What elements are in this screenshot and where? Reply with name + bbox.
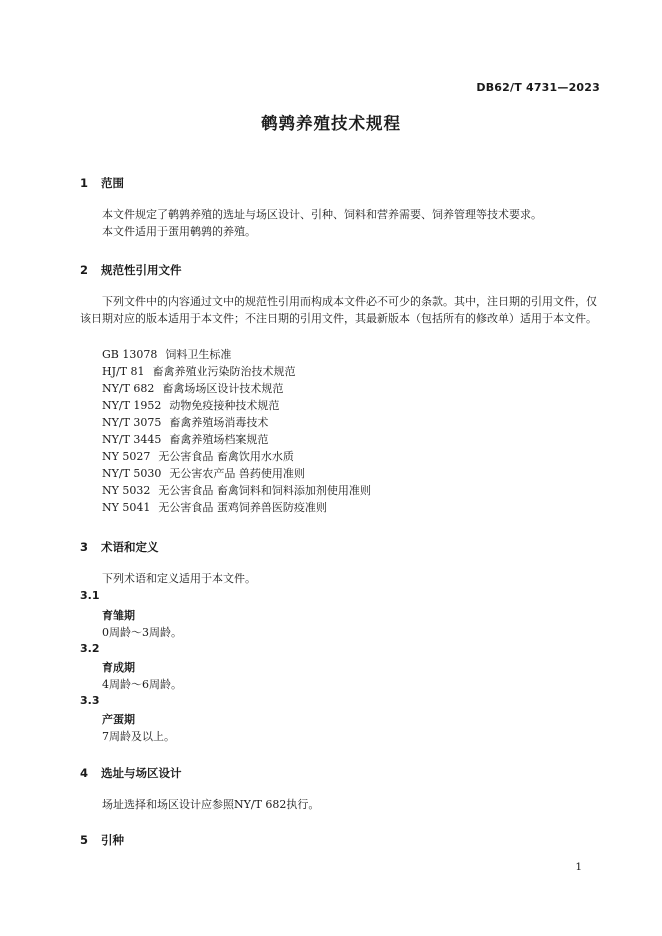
- document-title: 鹌鹑养殖技术规程: [261, 114, 401, 133]
- section-2-heading: [80, 262, 182, 278]
- reference-item: [102, 380, 283, 396]
- term-name: 产蛋期: [102, 713, 135, 726]
- reference-item: [102, 414, 268, 430]
- section-1-heading: [80, 175, 124, 191]
- term-definition: 7周龄及以上。: [102, 730, 175, 743]
- term-number: 3.2: [80, 642, 100, 655]
- term-definition: 0周龄～3周龄。: [102, 626, 182, 639]
- reference-name: 无公害食品 畜禽饮用水水质: [158, 450, 294, 463]
- reference-code: NY/T 1952: [102, 399, 162, 412]
- reference-code: NY 5041: [102, 501, 151, 514]
- section-number: 2: [80, 263, 89, 277]
- section-number: 5: [80, 833, 89, 847]
- section-4-paragraph: 场址选择和场区设计应参照NY/T 682执行。: [102, 798, 320, 811]
- reference-code: NY/T 3445: [102, 433, 162, 446]
- section-1-paragraph-2: 本文件适用于蛋用鹌鹑的养殖。: [102, 225, 256, 238]
- section-1-paragraph-1: 本文件规定了鹌鹑养殖的选址与场区设计、引种、饲料和营养需要、饲养管理等技术要求。: [102, 208, 542, 221]
- reference-code: GB 13078: [102, 348, 158, 361]
- reference-name: 无公害食品 畜禽饲料和饲料添加剂使用准则: [158, 484, 371, 497]
- reference-item: [102, 482, 371, 498]
- term-name: 育雏期: [102, 609, 135, 622]
- section-number: 4: [80, 766, 89, 780]
- term-number: 3.1: [80, 589, 100, 602]
- reference-item: [102, 448, 294, 464]
- term-number: 3.3: [80, 694, 100, 707]
- section-number: 1: [80, 176, 89, 190]
- reference-name: 无公害食品 蛋鸡饲养兽医防疫准则: [158, 501, 327, 514]
- page-number: 1: [575, 861, 582, 873]
- reference-item: [102, 499, 327, 515]
- reference-name: 畜禽养殖场消毒技术: [169, 416, 269, 429]
- reference-item: [102, 363, 296, 379]
- section-3-heading: [80, 539, 159, 555]
- section-title: 规范性引用文件: [101, 263, 182, 277]
- section-3-intro: 下列术语和定义适用于本文件。: [102, 572, 256, 585]
- reference-item: [102, 346, 231, 362]
- section-2-intro: 下列文件中的内容通过文中的规范性引用而构成本文件必不可少的条款。其中，注日期的引用文件，仅该日期对应的版本适用于本文件；不注日期的引用文件，其最新版本（包括所有的修改单）适用于本文件。: [80, 295, 597, 325]
- reference-code: NY/T 5030: [102, 467, 162, 480]
- section-title: 术语和定义: [101, 540, 159, 554]
- section-title: 引种: [101, 833, 124, 847]
- reference-code: NY/T 682: [102, 382, 155, 395]
- section-5-heading: [80, 832, 124, 848]
- section-4-heading: [80, 765, 182, 781]
- section-title: 选址与场区设计: [101, 766, 182, 780]
- reference-name: 无公害农产品 兽药使用准则: [169, 467, 305, 480]
- reference-name: 畜禽场场区设计技术规范: [162, 382, 284, 395]
- reference-name: 畜禽养殖业污染防治技术规范: [152, 365, 296, 378]
- reference-code: NY/T 3075: [102, 416, 162, 429]
- reference-item: [102, 465, 305, 481]
- term-definition: 4周龄～6周龄。: [102, 678, 182, 691]
- reference-name: 动物免疫接种技术规范: [169, 399, 280, 412]
- reference-code: NY 5027: [102, 450, 151, 463]
- reference-item: [102, 397, 279, 413]
- reference-code: HJ/T 81: [102, 365, 145, 378]
- reference-item: [102, 431, 268, 447]
- reference-name: 畜禽养殖场档案规范: [169, 433, 269, 446]
- reference-name: 饲料卫生标准: [165, 348, 232, 361]
- section-number: 3: [80, 540, 89, 554]
- term-name: 育成期: [102, 661, 135, 674]
- standard-code: DB62/T 4731—2023: [476, 81, 600, 94]
- reference-code: NY 5032: [102, 484, 151, 497]
- section-title: 范围: [101, 176, 124, 190]
